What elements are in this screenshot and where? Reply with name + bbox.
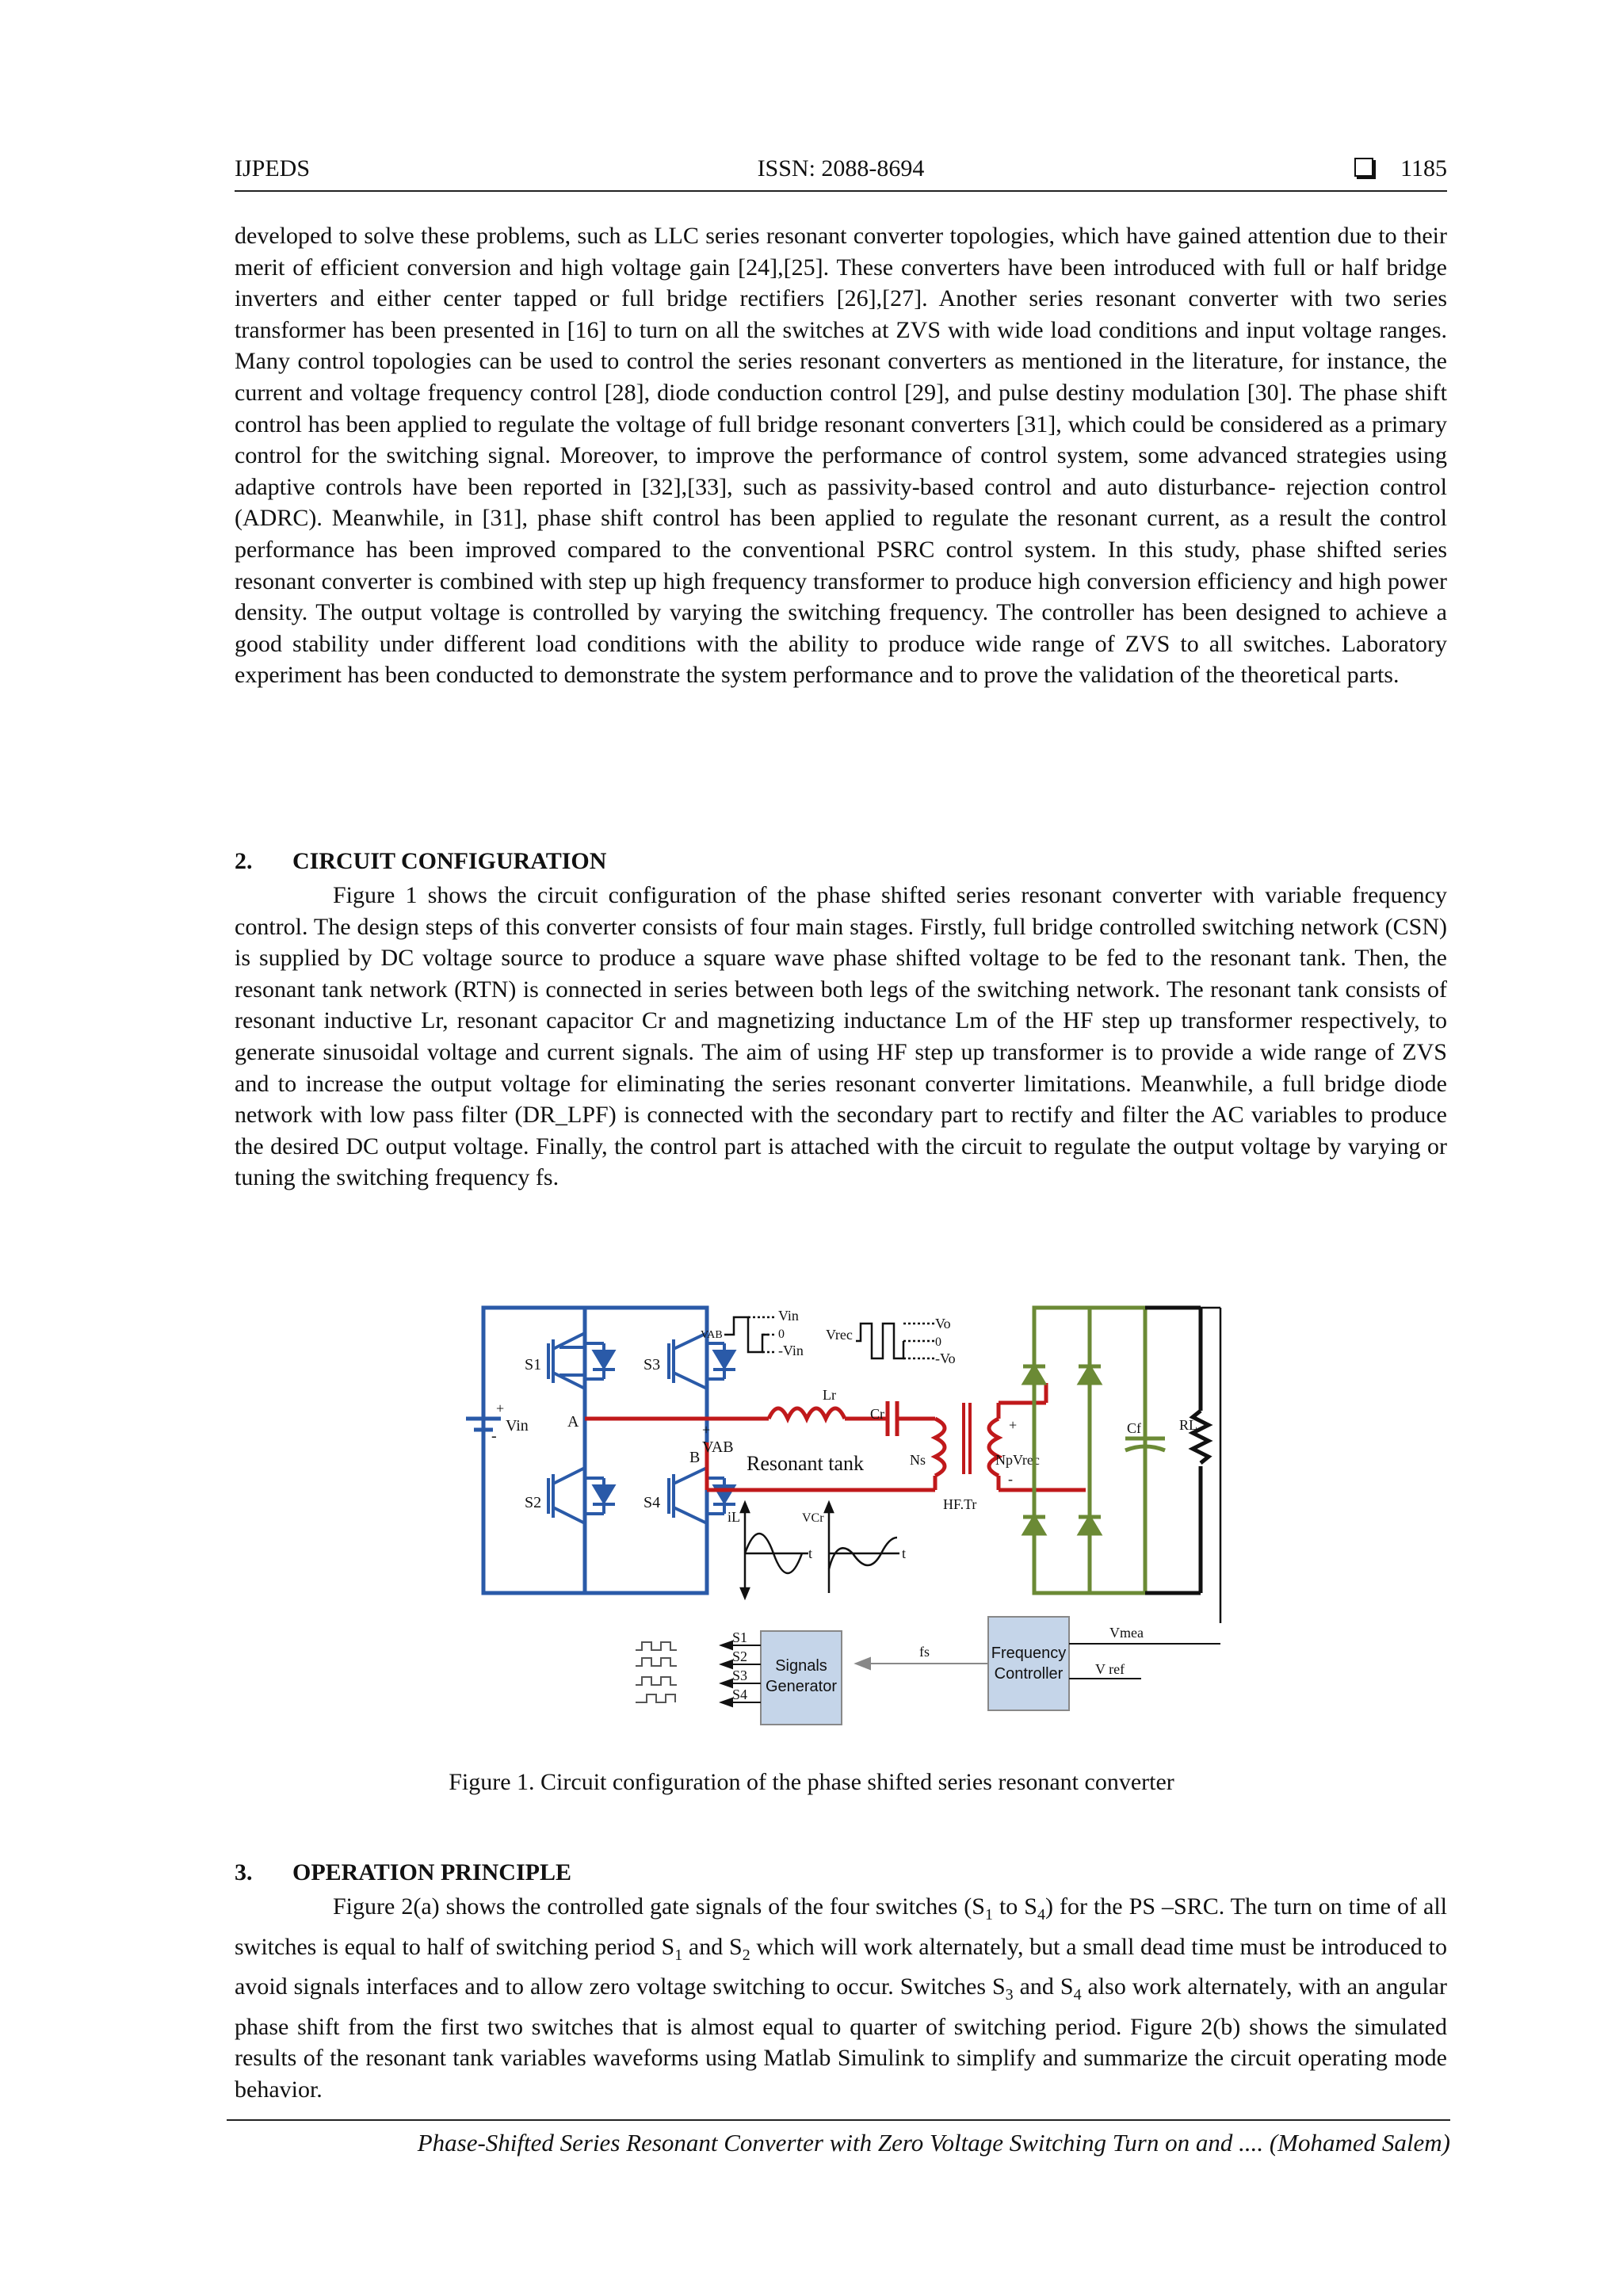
section-2-body: Figure 1 shows the circuit configuration of the phase shifted series resonant converter with variable frequency control. The design steps of this converter consists of four main stages. Firstly, full bridge controlled switching network (CSN) is supplied by DC voltage source to produce a square wave phase shifted voltage to be fed to the resonant tank. Then, the resonant tank network (RTN) is connected in series between both legs of the switching network. The resonant tank consists of resonant inductive Lr, resonant capacitor Cr and magnetizing inductance Lm of the HF step up transformer respectively, to generate sinusoidal voltage and current signals. The aim of using HF step up transformer is to provide a wide range of ZVS and to increase the output voltage for eliminating the series resonant converter limitations. Meanwhile, a full bridge diode network with low pass filter (DR_LPF) is connected with the secondary part to rectify and filter the AC variables to produce the desired DC output voltage. Finally, the control part is attached with the circuit to regulate the output voltage by varying or tuning the switching frequency fs. bbox=[235, 882, 1447, 1191]
page-number: 1185 bbox=[1400, 155, 1447, 181]
label-hftr: HF.Tr bbox=[943, 1496, 977, 1512]
vin-minus: - bbox=[491, 1427, 497, 1445]
out-s3: S3 bbox=[732, 1668, 748, 1683]
vin-plus: + bbox=[496, 1400, 505, 1416]
vrec-label: Vrec bbox=[826, 1327, 853, 1343]
wave-vo-zero: 0 bbox=[935, 1335, 941, 1349]
il-waveform bbox=[741, 1503, 808, 1598]
section-2-heading: 2. CIRCUIT CONFIGURATION bbox=[235, 848, 607, 874]
switch-s3 bbox=[669, 1333, 735, 1389]
node-a: A bbox=[567, 1413, 579, 1431]
label-lr: Lr bbox=[823, 1387, 836, 1403]
section-3-body: Figure 2(a) shows the controlled gate signals of the four switches ($S_1$ to $S_4$) for the PS –SRC. The turn on time of all switches is equal to half of switching period $S_1$ and $S_2$ which will work alternately, but a small dead time must be introduced to avoid signals interfaces and to allow zero voltage switching to occur. Switches $S_3$ and $S_4$ also work alternately, with an angular phase shift from the first two switches that is almost equal to quarter of switching period. Figure 2(b) shows the simulated results of the resonant tank variables waveforms using Matlab Simulink to simplify and summarize the circuit operating mode behavior. bbox=[235, 1893, 1447, 2103]
label-s3: S3 bbox=[643, 1356, 661, 1373]
label-vref: V ref bbox=[1095, 1661, 1125, 1677]
switch-s1 bbox=[548, 1333, 615, 1389]
figure-1-caption: Figure 1. Circuit configuration of the phase shifted series resonant converter bbox=[449, 1769, 1174, 1795]
wave-vo-bot: -Vo bbox=[935, 1350, 956, 1366]
switch-s4 bbox=[669, 1468, 735, 1523]
out-s1: S1 bbox=[732, 1629, 748, 1645]
vcr-waveform bbox=[825, 1503, 899, 1593]
label-cf: Cf bbox=[1127, 1420, 1141, 1436]
label-vcr: VCr bbox=[802, 1511, 824, 1525]
running-footer: Phase-Shifted Series Resonant Converter with Zero Voltage Switching Turn on and .... (Mohamed Salem) bbox=[227, 2119, 1450, 2157]
switch-s2 bbox=[548, 1468, 615, 1523]
label-s1: S1 bbox=[525, 1356, 542, 1373]
label-il: iL bbox=[727, 1509, 740, 1525]
label-t1: t bbox=[808, 1545, 813, 1561]
wave-zero: 0 bbox=[778, 1328, 785, 1341]
label-resonant-tank: Resonant tank bbox=[747, 1452, 865, 1475]
wave-vin-bot: -Vin bbox=[778, 1343, 804, 1358]
vrec-waveform bbox=[856, 1324, 935, 1358]
issn: ISSN: 2088-8694 bbox=[757, 155, 925, 181]
freq-ctrl-l1: Frequency bbox=[991, 1645, 1067, 1662]
figure-1-circuit bbox=[460, 1300, 1236, 1728]
wave-vo-top: Vo bbox=[935, 1316, 951, 1331]
label-cr: Cr bbox=[870, 1406, 884, 1422]
page-number-group bbox=[1354, 155, 1447, 182]
label-ns: Ns bbox=[910, 1452, 926, 1468]
freq-ctrl-l2: Controller bbox=[994, 1665, 1064, 1683]
vab-wave-label: VAB bbox=[701, 1329, 723, 1341]
label-vmea: Vmea bbox=[1109, 1625, 1144, 1641]
label-rl: RL bbox=[1179, 1417, 1198, 1433]
vab-label: VAB bbox=[702, 1438, 734, 1456]
checkbox-icon bbox=[1354, 158, 1373, 177]
load-path bbox=[1145, 1308, 1220, 1623]
signals-gen-l2: Generator bbox=[765, 1678, 838, 1695]
label-fs: fs bbox=[919, 1644, 930, 1660]
gate-signal-icons bbox=[636, 1642, 677, 1702]
section-3-heading: 3. OPERATION PRINCIPLE bbox=[235, 1859, 571, 1885]
intro-paragraph: developed to solve these problems, such as LLC series resonant converter topologies, which have gained attention due to their merit of efficient conversion and high voltage gain [24],[25]. These converters have been introduced with full or half bridge inverters and either center tapped or full bridge rectifiers [26],[27]. Another series resonant converter with two series transformer has been presented in [16] to turn on all the switches at ZVS with wide load conditions and input voltage ranges. Many control topologies can be used to control the series resonant converters as mentioned in the literature, for instance, the current and voltage frequency control [28], diode conduction control [29], and pulse destiny modulation [30]. The phase shift control has been applied to regulate the voltage of full bridge resonant converters [31], which could be considered as a primary control for the switching signal. Moreover, to improve the performance of control system, some advanced strategies using adaptive controls have been reported in [32],[33], such as passivity-based control and auto disturbance- rejection control (ADRC). Meanwhile, in [31], phase shift control has been applied to regulate the resonant current, as a result the control performance has been improved compared to the conventional PSRC control system. In this study, phase shifted series resonant converter is combined with step up high frequency transformer to produce high conversion efficiency and high power density. The output voltage is controlled by varying the switching frequency. The controller has been designed to achieve a good stability under different load conditions with the ability to produce wide range of ZVS to all switches. Laboratory experiment has been conducted to demonstrate the system performance and to prove the validation of the theoretical parts. bbox=[235, 223, 1447, 689]
node-b: B bbox=[689, 1449, 701, 1466]
out-s4: S4 bbox=[732, 1687, 748, 1702]
out-s2: S2 bbox=[732, 1648, 748, 1664]
vab-plus: + bbox=[702, 1422, 711, 1438]
journal-name: IJPEDS bbox=[235, 155, 311, 181]
np-plus: + bbox=[1009, 1417, 1018, 1433]
wave-vin-top: Vin bbox=[778, 1308, 799, 1324]
label-s2: S2 bbox=[525, 1494, 542, 1511]
rectifier-network bbox=[1023, 1308, 1165, 1593]
running-header bbox=[235, 155, 1447, 192]
np-minus: - bbox=[1008, 1471, 1013, 1487]
label-s4: S4 bbox=[643, 1494, 661, 1511]
label-t2: t bbox=[902, 1545, 907, 1561]
vin-label: Vin bbox=[506, 1417, 529, 1435]
label-npvrec: NpVrec bbox=[995, 1452, 1040, 1468]
vab-waveform bbox=[724, 1317, 777, 1352]
signals-gen-l1: Signals bbox=[775, 1657, 827, 1675]
